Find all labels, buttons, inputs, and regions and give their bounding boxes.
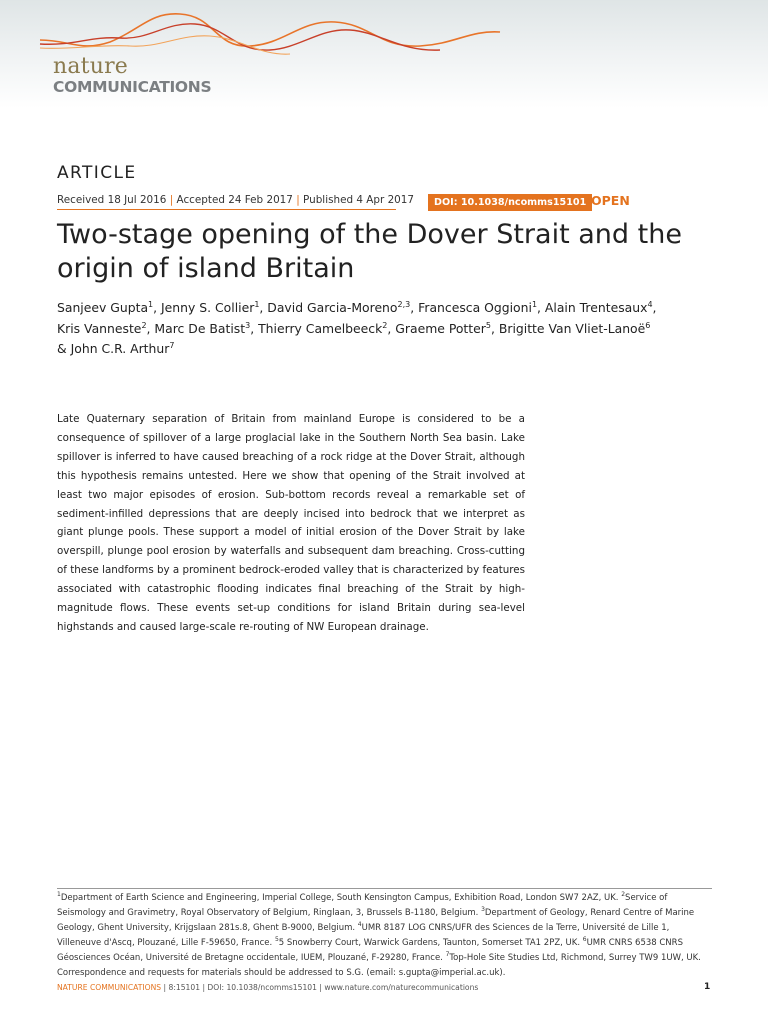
abstract: Late Quaternary separation of Britain from mainland Europe is considered to be a consequence of spillover of a large proglacial lake in the Southern North Sea basin. Lake spillover is inferred to have caused breaching of a rock ridge at the Dover Strait, although this hypothesis remains untested. Here we show that opening of the Strait involved at least two major episodes of erosion. Sub-bottom records reveal a remarkable set of sediment-infilled depressions that are deeply incised into bedrock that we interpret as giant plunge pools. These support a model of initial erosion of the Dover Strait by lake overspill, plunge pool erosion by waterfalls and subsequent dam breaching. Cross-cutting of these landforms by a prominent bedrock-eroded valley that is characterized by features associated with catastrophic flooding indicates final breaching of the Strait by high-magnitude flows. These events set-up conditions for island Britain during sea-level highstands and caused large-scale re-routing of NW European drainage. [57, 413, 525, 633]
author-name-text: & John C.R. Arthur [57, 341, 170, 356]
journal-logo-communications: COMMUNICATIONS [53, 78, 212, 96]
affiliation-text: Top-Hole Site Studies Ltd, Richmond, Surrey TW9 1UW, UK. Correspondence and requests for materials should be addressed to S.G. (email: s.gupta@imperial.ac.uk). [57, 953, 701, 978]
author-name-text: Kris Vanneste [57, 320, 142, 336]
date-separator: | [169, 194, 174, 206]
author-affiliation-mark: 3 [245, 320, 251, 330]
author-affiliation-mark: 2,3 [397, 299, 411, 309]
author-name [545, 300, 653, 315]
author-name [57, 341, 174, 356]
author-separator: , [490, 320, 499, 336]
page-footer [57, 983, 478, 992]
author-name [267, 300, 410, 315]
author-name [154, 321, 250, 336]
author-name [57, 300, 153, 315]
doi-badge[interactable]: DOI: 10.1038/ncomms15101 [428, 194, 592, 211]
affiliation-number: 1 [57, 891, 61, 899]
author-name-text: Thierry Camelbeeck [258, 320, 383, 336]
affiliation-number: 3 [481, 906, 485, 914]
author-name-text: Brigitte Van Vliet-Lanoë [498, 320, 646, 336]
author-affiliation-mark: 7 [169, 340, 175, 350]
author-affiliation-mark: 2 [141, 320, 147, 330]
author-affiliation-mark: 4 [647, 299, 653, 309]
affiliation-number: 4 [357, 921, 362, 929]
affiliation-text: Department of Geology, Renard Centre of Marine Geology, Ghent University, Krijgslaan 281s.8, Ghent B-9000, Belgium. [57, 908, 695, 933]
author-list [57, 298, 717, 360]
author-affiliation-mark: 6 [645, 320, 651, 330]
author-name [395, 321, 491, 336]
open-access-label: OPEN [591, 193, 630, 208]
author-name [161, 300, 259, 315]
affiliation-number: 5 [274, 936, 279, 944]
affiliation-number: 7 [445, 951, 450, 959]
affiliation-text: 5 Snowberry Court, Warwick Gardens, Taunton, Somerset TA1 2PZ, UK. [278, 938, 583, 948]
received-date: Received 18 Jul 2016 [57, 194, 167, 206]
author-affiliation-mark: 1 [531, 299, 538, 309]
author-affiliation-mark: 2 [382, 320, 388, 330]
author-name-text: Graeme Potter [395, 320, 486, 336]
author-name-text: Jenny S. Collier [161, 300, 255, 315]
journal-logo-nature: nature [53, 54, 129, 79]
author-separator: , [537, 300, 545, 315]
author-separator: , [250, 320, 259, 336]
author-name-text: David Garcia-Moreno [267, 300, 398, 315]
author-name-text: Alain Trentesaux [544, 300, 648, 315]
date-separator: | [296, 194, 300, 206]
affiliation-text: UMR 8187 LOG CNRS/UFR des Sciences de la Terre, Université de Lille 1, Villeneuve d'Ascq, Plouzané, Lille F-59650, France. [57, 923, 670, 948]
footer-journal-name: NATURE COMMUNICATIONS [57, 983, 162, 992]
author-separator: , [410, 300, 419, 315]
author-affiliation-mark: 1 [254, 299, 260, 309]
published-date: Published 4 Apr 2017 [303, 194, 415, 206]
publication-dates [57, 194, 415, 210]
author-name-text: Sanjeev Gupta [57, 300, 149, 315]
footer-citation: | 8:15101 | DOI: 10.1038/ncomms15101 | www.nature.com/naturecommunications [161, 983, 479, 992]
author-name [499, 321, 650, 336]
affiliation-text: Department of Earth Science and Engineering, Imperial College, South Kensington Campus, Exhibition Road, London SW7 2AZ, UK. [60, 893, 622, 903]
affiliation-number: 6 [582, 936, 587, 944]
affiliation-text: UMR CNRS 6538 CNRS Géosciences Océan, Université de Bretagne occidentale, IUEM, Plouzané, F-29280, France. [57, 938, 683, 963]
author-separator: , [387, 320, 396, 336]
author-affiliation-mark: 5 [485, 320, 491, 330]
author-name [57, 321, 147, 336]
author-name [258, 321, 387, 336]
author-separator: , [146, 320, 155, 336]
accepted-date: Accepted 24 Feb 2017 [176, 194, 293, 206]
journal-banner [0, 0, 768, 108]
affiliations [57, 888, 712, 981]
author-name-text: Francesca Oggioni [418, 300, 532, 315]
author-separator: , [153, 300, 162, 315]
article-type-label: ARTICLE [57, 163, 137, 183]
author-separator: , [652, 300, 657, 315]
article-title: Two-stage opening of the Dover Strait and the origin of island Britain [57, 219, 682, 284]
author-name-text: Marc De Batist [154, 320, 246, 336]
page-number: 1 [704, 982, 711, 992]
affiliation-text: Service of Seismology and Gravimetry, Royal Observatory of Belgium, Ringlaan, 3, Brussels B-1180, Belgium. [57, 893, 668, 918]
author-name [418, 300, 537, 315]
author-separator: , [259, 300, 268, 315]
author-affiliation-mark: 1 [148, 299, 154, 309]
affiliation-number: 2 [621, 891, 626, 899]
